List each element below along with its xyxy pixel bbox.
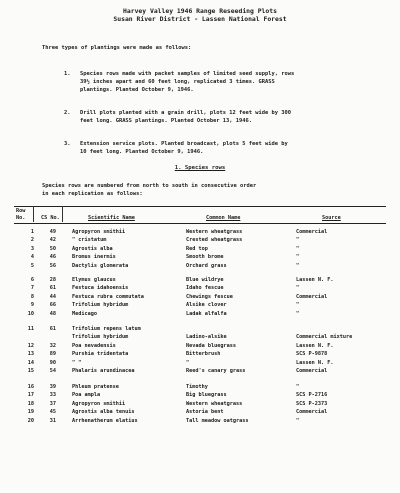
document-subtitle: Susan River District - Lassen National Forest xyxy=(113,15,287,23)
common-name: Timothy xyxy=(186,384,208,390)
item-number: 3. xyxy=(64,141,71,147)
table-row xyxy=(0,253,400,261)
row-number: 14 xyxy=(27,359,34,366)
source: Commercial xyxy=(296,368,328,374)
table-row xyxy=(0,383,400,391)
table-row xyxy=(0,228,400,236)
source: SCS P-2716 xyxy=(296,392,328,399)
row-number: 8 xyxy=(30,293,34,300)
common-name: Idaho fescue xyxy=(186,285,224,292)
source: " xyxy=(296,254,300,261)
table-row xyxy=(0,417,400,425)
table-row xyxy=(0,293,400,301)
item-line: 39½ inches apart and 60 feet long, replicated 3 times. GRASS xyxy=(80,79,275,85)
header-source: Source xyxy=(322,215,341,221)
scientific-name: Dactylis glomerata xyxy=(72,262,129,269)
row-number: 10 xyxy=(27,310,34,317)
row-number: 20 xyxy=(27,417,34,424)
table-header-rule xyxy=(14,223,386,224)
common-name: Tall meadow oatgrass xyxy=(186,417,249,424)
row-number: 1 xyxy=(30,229,34,235)
scientific-name: Phalaris arundinacea xyxy=(72,368,135,374)
scientific-name: Medicago xyxy=(72,310,97,317)
scientific-name: " cristatum xyxy=(72,237,107,244)
section-intro-line: in each replication as follows: xyxy=(42,191,143,197)
row-number: 11 xyxy=(27,326,34,332)
scientific-name: Poa ampla xyxy=(72,392,101,399)
cs-number: 33 xyxy=(49,392,56,399)
common-name: Blue wildrye xyxy=(186,277,224,283)
scientific-name: Festuca rubra commutata xyxy=(72,293,144,300)
row-number: 12 xyxy=(27,342,34,349)
scientific-name: " " xyxy=(72,359,82,366)
table-row xyxy=(0,408,400,416)
row-number: 18 xyxy=(27,400,34,407)
common-name: Orchard grass xyxy=(186,262,227,269)
scientific-name: Bromus inermis xyxy=(72,254,116,261)
source: " xyxy=(296,285,300,292)
table-row xyxy=(0,262,400,270)
scientific-name: Agrostis alba tenuis xyxy=(72,409,135,416)
source: Commercial xyxy=(296,229,328,235)
common-name: Western wheatgrass xyxy=(186,229,243,235)
table-row xyxy=(0,325,400,333)
cs-number: 39 xyxy=(49,384,56,390)
common-name: Alsike clover xyxy=(186,302,227,309)
item-number: 1. xyxy=(64,71,71,77)
section-heading: 1. Species rows xyxy=(174,165,226,171)
column-divider xyxy=(33,206,34,222)
item-line: plantings. Planted October 9, 1946. xyxy=(80,87,194,93)
source: Commercial xyxy=(296,409,328,416)
cs-number: 32 xyxy=(49,342,56,349)
row-number: 7 xyxy=(30,285,34,292)
scientific-name: Festuca idahoensis xyxy=(72,285,129,292)
row-number: 19 xyxy=(27,409,34,416)
column-divider xyxy=(62,206,63,222)
table-top-rule xyxy=(14,206,386,207)
row-number: 17 xyxy=(27,392,34,399)
row-number: 16 xyxy=(27,384,34,390)
source: SCS P-9878 xyxy=(296,351,328,358)
cs-number: 66 xyxy=(49,302,56,309)
scientific-name: Trifolium hybridum xyxy=(72,334,129,341)
common-name: Smooth brome xyxy=(186,254,224,261)
row-number: 6 xyxy=(30,277,34,283)
table-row xyxy=(0,236,400,244)
common-name: Ladino-alsike xyxy=(186,334,227,341)
common-name: Western wheatgrass xyxy=(186,400,243,407)
intro-text: Three types of plantings were made as follows: xyxy=(42,45,192,51)
source: " xyxy=(296,245,300,252)
cs-number: 44 xyxy=(49,293,56,300)
table-row xyxy=(0,400,400,408)
table-row xyxy=(0,276,400,284)
cs-number: 61 xyxy=(49,285,56,292)
header-cs-no: CS No. xyxy=(41,215,60,221)
row-number: 5 xyxy=(30,262,34,269)
scientific-name: Agrostis alba xyxy=(72,245,113,252)
item-number: 2. xyxy=(64,110,71,116)
document-title: Harvey Valley 1946 Range Reseeding Plots xyxy=(123,7,277,15)
item-line: 10 feet long. Planted October 9, 1946. xyxy=(80,149,204,155)
cs-number: 28 xyxy=(49,277,56,283)
cs-number: 42 xyxy=(49,237,56,244)
common-name: Ladak alfalfa xyxy=(186,310,227,317)
common-name: Red top xyxy=(186,245,208,252)
cs-number: 89 xyxy=(49,351,56,358)
cs-number: 90 xyxy=(49,359,56,366)
table-row xyxy=(0,391,400,399)
cs-number: 46 xyxy=(49,254,56,261)
source: " xyxy=(296,237,300,244)
cs-number: 49 xyxy=(49,229,56,235)
header-scientific-name: Scientific Name xyxy=(88,215,135,221)
source: Lassen N. F. xyxy=(296,359,334,366)
row-number: 13 xyxy=(27,351,34,358)
table-row xyxy=(0,245,400,253)
item-line: Drill plots planted with a grain drill, plots 12 feet wide by 300 xyxy=(80,110,291,116)
common-name: Big bluegrass xyxy=(186,392,227,399)
table-row xyxy=(0,284,400,292)
common-name: Chewings fescue xyxy=(186,293,233,300)
cs-number: 50 xyxy=(49,245,56,252)
cs-number: 54 xyxy=(49,368,56,374)
source: SCS P-2373 xyxy=(296,400,328,407)
cs-number: 61 xyxy=(49,326,56,332)
header-no: No. xyxy=(16,215,26,221)
source: Lassen N. F. xyxy=(296,342,334,349)
table-row xyxy=(0,342,400,350)
table-row xyxy=(0,301,400,309)
scientific-name: Elymus glaucus xyxy=(72,277,116,283)
cs-number: 31 xyxy=(49,417,56,424)
cs-number: 37 xyxy=(49,400,56,407)
source: " xyxy=(296,302,300,309)
common-name: Crested wheatgrass xyxy=(186,237,243,244)
scientific-name: Poa nevadensis xyxy=(72,342,116,349)
row-number: 15 xyxy=(27,368,34,374)
source: Commercial mixture xyxy=(296,334,353,341)
table-row xyxy=(0,350,400,358)
source: " xyxy=(296,262,300,269)
header-common-name: Common Name xyxy=(206,215,241,221)
common-name: " xyxy=(186,359,190,366)
cs-number: 45 xyxy=(49,409,56,416)
scientific-name: Phleum pratense xyxy=(72,384,119,390)
row-number: 4 xyxy=(30,254,34,261)
scientific-name: Arrhenatherum elatius xyxy=(72,417,138,424)
item-line: Extension service plots. Planted broadcast, plots 5 feet wide by xyxy=(80,141,288,147)
item-line: feet long. GRASS plantings. Planted October 13, 1946. xyxy=(80,118,253,124)
scientific-name: Purshia tridentata xyxy=(72,351,129,358)
table-row xyxy=(0,367,400,375)
cs-number: 48 xyxy=(49,310,56,317)
common-name: Bitterbrush xyxy=(186,351,221,358)
header-row: Row xyxy=(16,208,26,214)
cs-number: 56 xyxy=(49,262,56,269)
common-name: Astoria bent xyxy=(186,409,224,416)
table-row xyxy=(0,359,400,367)
scientific-name: Trifolium repens latum xyxy=(72,326,141,332)
source: Lassen N. F. xyxy=(296,277,334,283)
scientific-name: Agropyron smithii xyxy=(72,400,126,407)
section-intro-line: Species rows are numbered from north to south in consecutive order xyxy=(42,183,257,189)
source: Commercial xyxy=(296,293,328,300)
common-name: Nevada bluegrass xyxy=(186,342,236,349)
source: " xyxy=(296,310,300,317)
row-number: 2 xyxy=(30,237,34,244)
scientific-name: Trifolium hybridum xyxy=(72,302,129,309)
source: " xyxy=(296,417,300,424)
table-row xyxy=(0,333,400,341)
common-name: Reed's canary grass xyxy=(186,368,246,374)
table-row xyxy=(0,310,400,318)
item-line: Species rows made with packet samples of limited seed supply, rows xyxy=(80,71,295,77)
source: " xyxy=(296,384,300,390)
row-number: 9 xyxy=(30,302,34,309)
scientific-name: Agropyron smithii xyxy=(72,229,126,235)
row-number: 3 xyxy=(30,245,34,252)
